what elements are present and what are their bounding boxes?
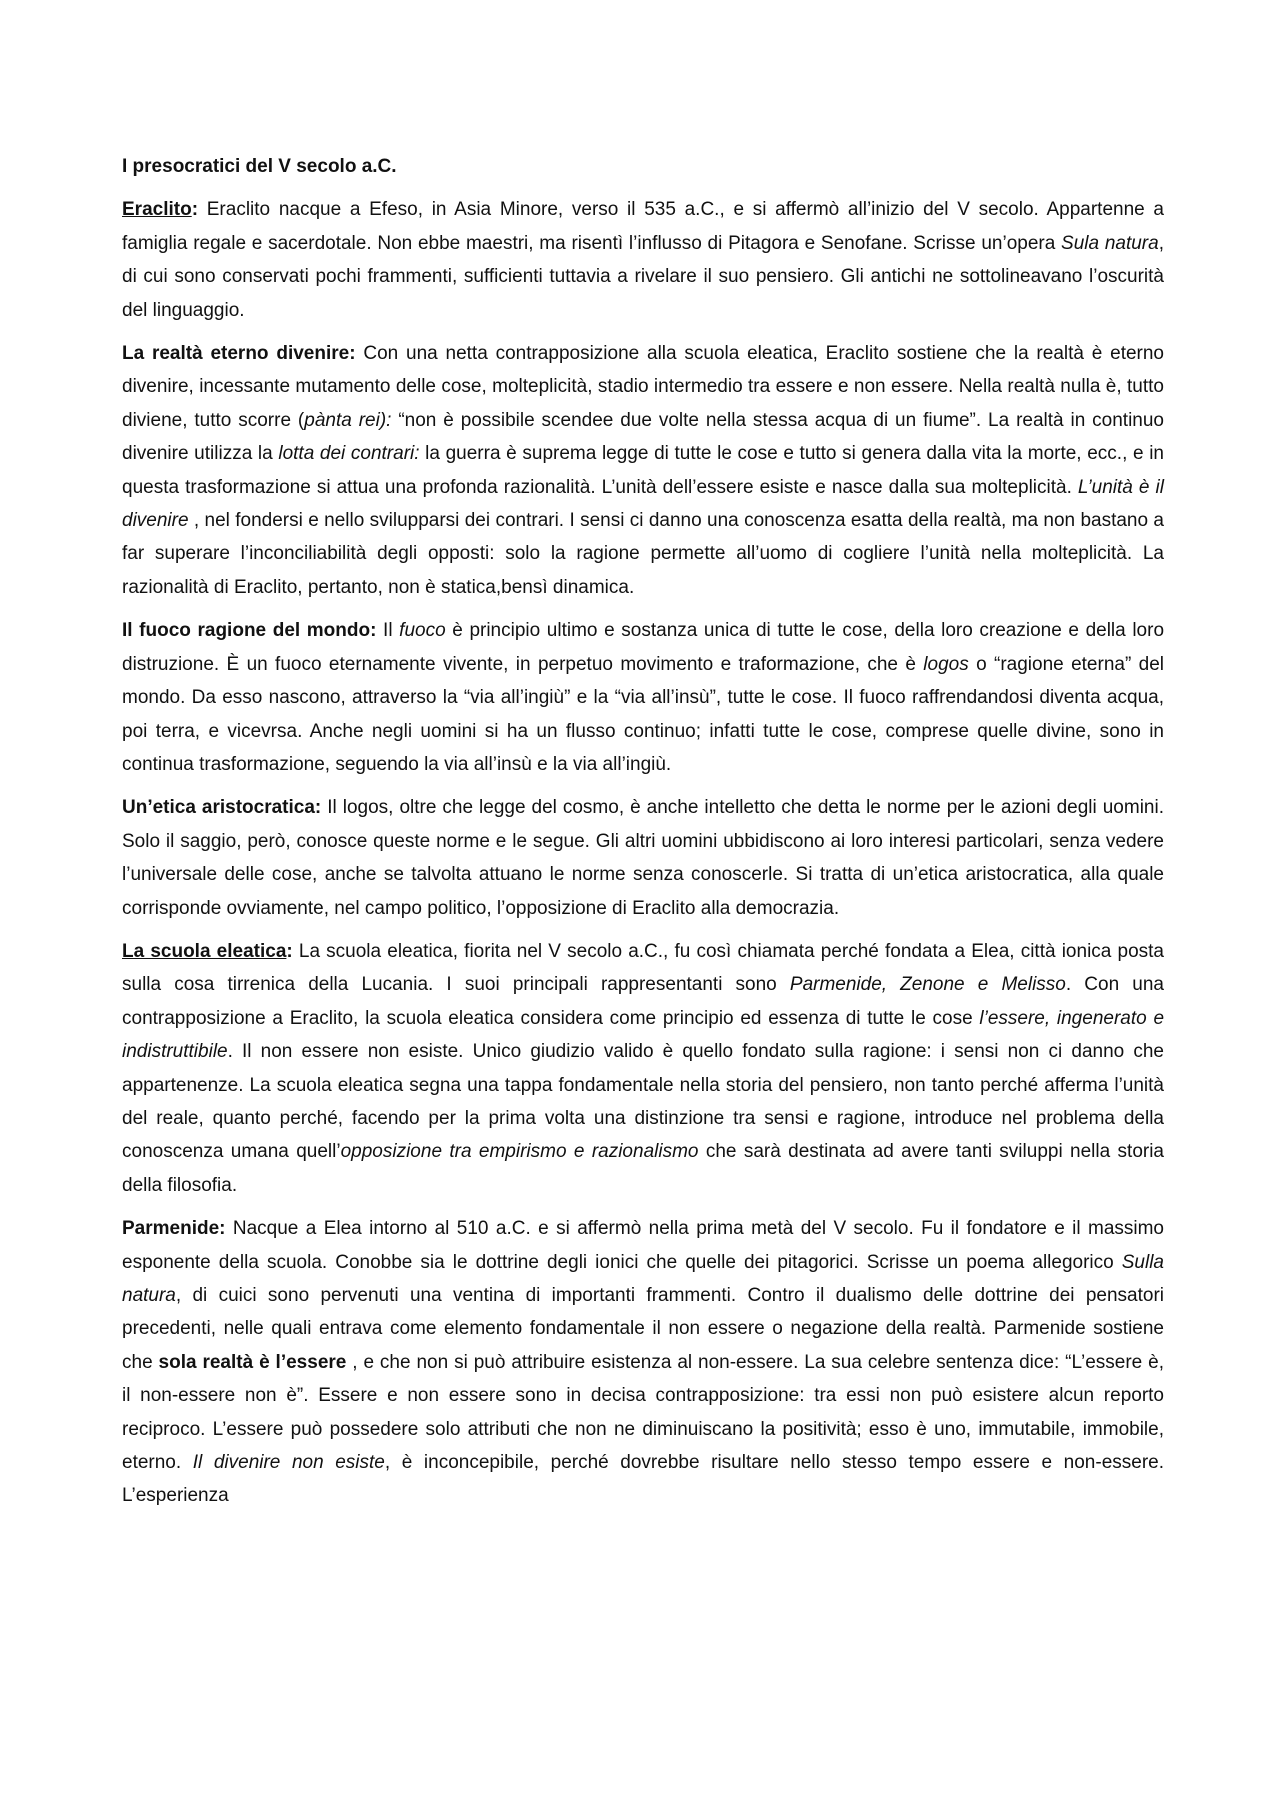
text-run: : [191,199,207,221]
text-run: l’essere, ingenerato e indistruttibile [122,1007,1165,1063]
paragraph [122,337,1164,604]
text-run: Il logos, oltre che legge del cosmo, è anche intelletto che detta le norme per le azioni degli uomini. Solo il saggio, però, conosce queste norme e le segue. Gli altri uomini ubbidiscono ai loro interesi particolari, senza vedere l’universale delle cose, anche se talvolta attuano le norme senza conoscerle. Si tratta di un’etica aristocratica, alla quale corrisponde ovviamente, nel campo politico, l’opposizione di Eraclito alla democrazia. [122,797,1164,919]
text-run: fuoco [399,620,446,642]
text-run: Eraclito [122,199,192,221]
text-run: L’unità è il divenire [122,476,1164,532]
text-run: , di cuici sono pervenuti una ventina di importanti frammenti. Contro il dualismo delle dottrine dei pensatori precedenti, nelle quali entrava come elemento fondamentale il non essere o negazione della realtà. Parmenide sostiene che [122,1285,1164,1373]
paragraph [122,1212,1164,1513]
text-run: Nacque a Elea intorno al 510 a.C. e si affermò nella prima metà del V secolo. Fu il fondatore e il massimo esponente della scuola. Conobbe sia le dottrine degli ionici che quelle dei pitagorici. Scrisse un poema allegorico [122,1218,1164,1273]
text-run: è principio ultimo e sostanza unica di tutte le cose, della loro creazione e della loro distruzione. È un fuoco eternamente vivente, in perpetuo movimento e traformazione, che è [122,620,1165,675]
text-run: La scuola eleatica, fiorita nel V secolo a.C., fu così chiamata perché fondata a Elea, città ionica posta sulla cosa tirrenica della Lucania. I suoi principali rappresentanti sono [122,940,1164,996]
text-run: Eraclito nacque a Efeso, in Asia Minore, verso il 535 a.C., e si affermò all’inizio del V secolo. Appartenne a famiglia regale e sacerdotale. Non ebbe maestri, ma risentì l’influsso di Pitagora e Senofane. Scrisse un’opera [122,199,1164,254]
text-run: che sarà destinata ad avere tanti sviluppi nella storia della filosofia. [122,1141,1165,1196]
text-run: pànta rei): [304,409,392,431]
text-run: La scuola eleatica [122,940,287,962]
text-run: Il divenire non esiste [192,1452,385,1474]
text-run: Parmenide, Zenone e Melisso [789,974,1066,996]
text-run: Parmenide: [122,1218,226,1240]
text-run: sola realtà è l’essere [158,1351,347,1373]
text-run: opposizione tra empirismo e razionalismo [340,1141,699,1163]
document-body [122,193,1164,1512]
document-page [122,150,1164,1523]
text-run: La realtà eterno divenire: [122,343,356,365]
text-run: o “ragione eterna” del mondo. Da esso nascono, attraverso la “via all’ingiù” e la “via all’insù”, tutte le cose. Il fuoco raffrendandosi diventa acqua, poi terra, e vicevrsa. Anche negli uomini si ha un flusso continuo; infatti tutte le cose, comprese quelle divine, sono in continua trasformazione, seguendo la via all’insù e la via all’ingiù. [122,653,1164,775]
text-run: , nel fondersi e nello svilupparsi dei contrari. I sensi ci danno una conoscenza esatta della realtà, ma non bastano a far superare l’inconciliabilità degli opposti: solo la ragione permette all’uomo di cogliere l’unità nella molteplicità. La razionalità di Eraclito, pertanto, non è statica,bensì dinamica. [122,510,1164,598]
paragraph [122,193,1164,327]
text-run: la guerra è suprema legge di tutte le cose e tutto si genera dalla vita la morte, ecc., e in questa trasformazione si attua una profonda razionalità. L’unità dell’essere esiste e nasce dalla sua molteplicità. [122,443,1164,498]
text-run: Con una netta contrapposizione alla scuola eleatica, Eraclito sostiene che la realtà è eterno divenire, incessante mutamento delle cose, molteplicità, stadio intermedio tra essere e non essere. Nella realtà nulla è, tutto diviene, tutto scorre ( [122,343,1165,431]
paragraph [122,614,1164,781]
text-run: logos [923,653,969,675]
paragraph [122,935,1164,1202]
document-title: I presocratici del V secolo a.C. [122,156,397,177]
text-run: , è inconcepibile, perché dovrebbe risultare nello stesso tempo essere e non-essere. L’esperienza [122,1452,1164,1507]
text-run: Sulla natura [122,1251,1164,1306]
text-run: Un’etica aristocratica: [122,797,322,819]
text-run: , di cui sono conservati pochi frammenti, sufficienti tuttavia a rivelare il suo pensiero. Gli antichi ne sottolineavano l’oscurità del linguaggio. [122,232,1164,321]
text-run: Il fuoco ragione del mondo: [122,620,377,642]
text-run: Sula natura [1061,232,1159,254]
text-run: . Con una contrapposizione a Eraclito, la scuola eleatica considera come principio ed essenza di tutte le cose [122,974,1164,1029]
text-run: lotta dei contrari: [278,443,420,465]
text-run: , e che non si può attribuire esistenza al non-essere. La sua celebre sentenza dice: “L’essere è, il non-essere non è”. Essere e non essere sono in decisa contrapposizione: tra essi non può esistere alcun reporto reciproco. L’essere può possedere solo attributi che non ne diminuiscano la positività; esso è uno, immutabile, immobile, eterno. [122,1351,1164,1474]
text-run: . Il non essere non esiste. Unico giudizio valido è quello fondato sulla ragione: i sensi non ci danno che appartenenze. La scuola eleatica segna una tappa fondamentale nella storia del pensiero, non tanto perché afferma l’unità del reale, quanto perché, facendo per la prima volta una distinzione tra sensi e ragione, introduce nel problema della conoscenza umana quell’ [122,1041,1164,1163]
text-run: : [286,940,293,962]
text-run: “non è possibile scendee due volte nella stessa acqua di un fiume”. La realtà in continuo divenire utilizza la [122,409,1165,465]
paragraph [122,791,1164,925]
text-run: Il [376,620,400,642]
